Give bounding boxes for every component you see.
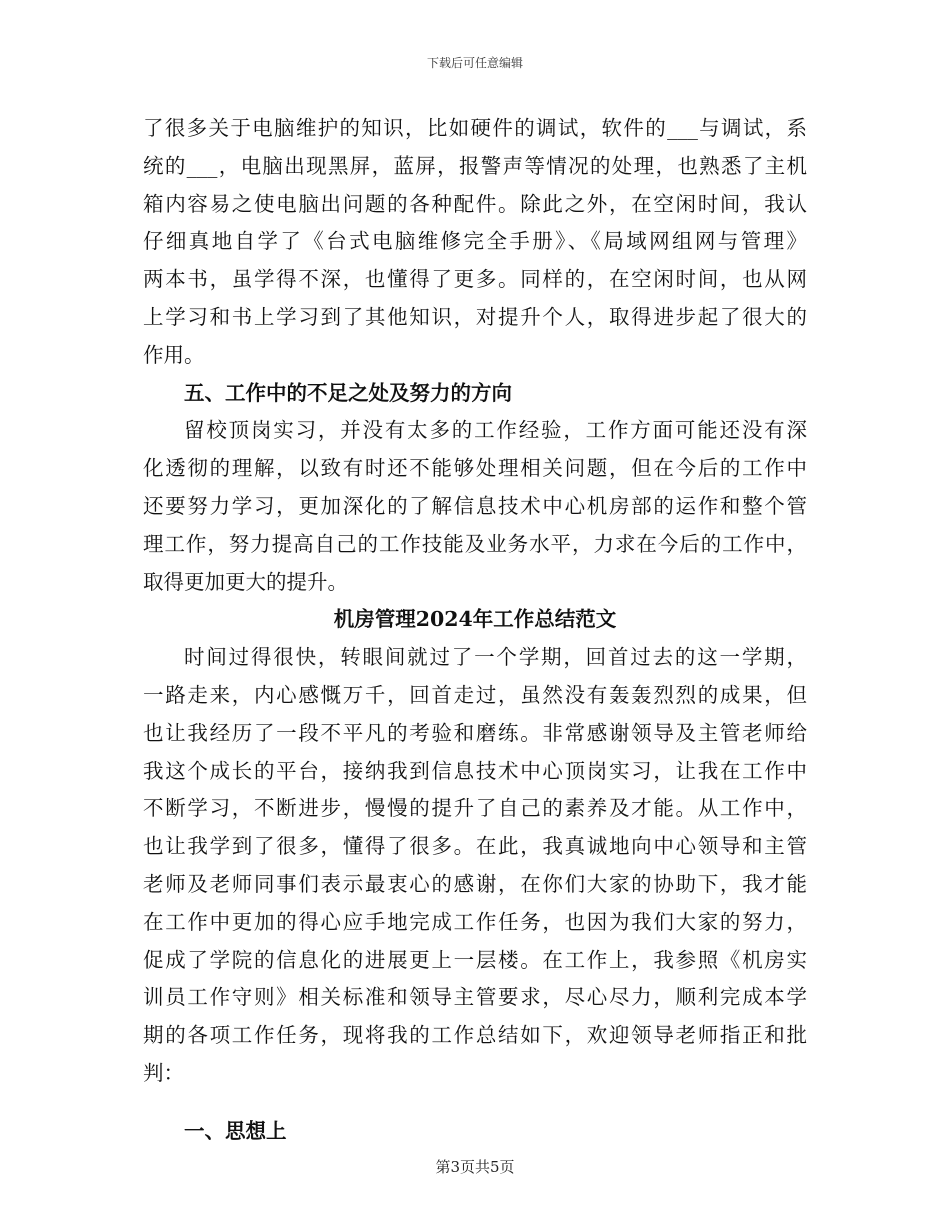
text-line: 箱内容易之使电脑出问题的各种配件。除此之外，在空闲时间，我认 [143, 191, 807, 216]
text-line: 时间过得很快，转眼间就过了一个学期，回首过去的这一学期， [184, 645, 807, 670]
text-line: 训员工作守则》相关标准和领导主管要求，尽心尽力，顺利完成本学 [143, 985, 807, 1010]
text-line: 理工作，努力提高自己的工作技能及业务水平，力求在今后的工作中， [143, 531, 807, 556]
text-line: 在工作中更加的得心应手地完成工作任务，也因为我们大家的努力， [143, 909, 807, 934]
text-line: 不断学习，不断进步，慢慢的提升了自己的素养及才能。从工作中， [143, 796, 807, 821]
text-line: 两本书，虽学得不深，也懂得了更多。同样的，在空闲时间，也从网 [143, 267, 807, 292]
text-line: 也让我经历了一段不平凡的考验和磨练。非常感谢领导及主管老师给 [143, 720, 807, 745]
text-line: 也让我学到了很多，懂得了很多。在此，我真诚地向中心领导和主管 [143, 834, 807, 859]
text-line: 判： [143, 1060, 184, 1085]
text-line: 留校顶岗实习，并没有太多的工作经验，工作方面可能还没有深 [184, 418, 807, 443]
text-line: 仔细真地自学了《台式电脑维修完全手册》、《局域网组网与管理》 [143, 229, 807, 254]
text-line: 还要努力学习，更加深化的了解信息技术中心机房部的运作和整个管 [143, 493, 807, 518]
text-line: 作用。 [143, 342, 205, 367]
text-line: 老师及老师同事们表示最衷心的感谢，在你们大家的协助下，我才能 [143, 871, 807, 896]
paragraph-computer-maintenance [143, 110, 807, 375]
text-line: 了很多关于电脑维护的知识，比如硬件的调试，软件的___与调试，系 [143, 116, 807, 140]
page-footer: 第3页共5页 [435, 1158, 515, 1176]
text-line: 化透彻的理解，以致有时还不能够处理相关问题，但在今后的工作中 [143, 456, 807, 481]
text-line: 期的各项工作任务，现将我的工作总结如下，欢迎领导老师指正和批 [143, 1023, 807, 1048]
text-line: 一路走来，内心感慨万千，回首走过，虽然没有轰轰烈烈的成果，但 [143, 682, 807, 707]
text-line: 我这个成长的平台，接纳我到信息技术中心顶岗实习，让我在工作中 [143, 758, 807, 783]
document-title: 机房管理2024年工作总结范文 [333, 607, 617, 632]
spacer [143, 1093, 807, 1113]
paragraph-shortcomings [143, 412, 807, 601]
page-header: 下载后可任意编辑 [426, 56, 523, 70]
text-line: 上学习和书上学习到了其他知识，对提升个人，取得进步起了很大的 [143, 304, 807, 329]
document-body [143, 110, 807, 1151]
text-line: 促成了学院的信息化的进展更上一层楼。在工作上，我参照《机房实 [143, 947, 807, 972]
text-line: 取得更加更大的提升。 [143, 569, 348, 594]
section-heading-ideology: 一、思想上 [184, 1118, 287, 1143]
text-line: 统的___，电脑出现黑屏，蓝屏，报警声等情况的处理，也熟悉了主机 [143, 153, 807, 178]
paragraph-introduction [143, 639, 807, 1093]
section-heading-shortcomings: 五、工作中的不足之处及努力的方向 [184, 380, 512, 405]
